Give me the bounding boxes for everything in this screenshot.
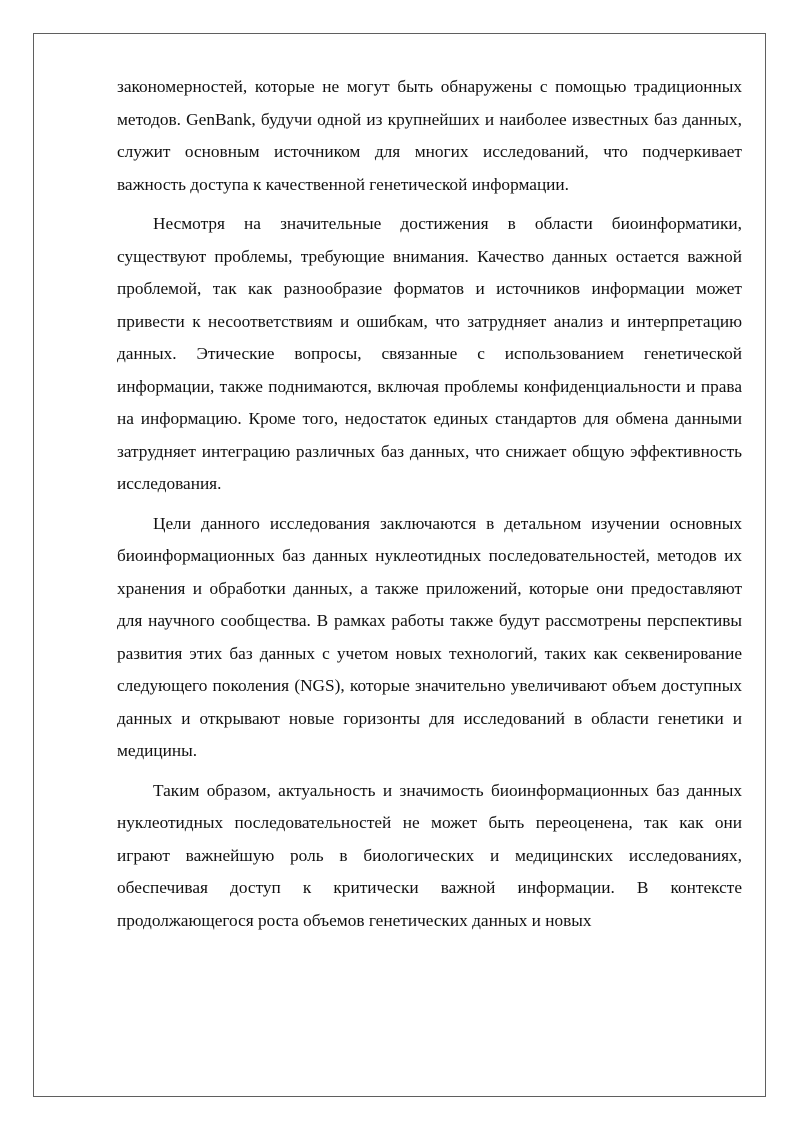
paragraph-2: Несмотря на значительные достижения в области биоинформатики, существуют проблемы, требующие внимания. Качество данных остается важной проблемой, так как разнообразие форматов и источников информации может привести к несоответствиям и ошибкам, что затрудняет анализ и интерпретацию данных. Этические вопросы, связанные с использованием генетической информации, также поднимаются, включая проблемы конфиденциальности и права на информацию. Кроме того, недостаток единых стандартов для обмена данными затрудняет интеграцию различных баз данных, что снижает общую эффективность исследования. xyxy=(117,214,742,493)
document-body xyxy=(117,71,742,944)
paragraph-3: Цели данного исследования заключаются в детальном изучении основных биоинформационных баз данных нуклеотидных последовательностей, методов их хранения и обработки данных, а также приложений, которые они предоставляют для научного сообщества. В рамках работы также будут рассмотрены перспективы развития этих баз данных с учетом новых технологий, таких как секвенирование следующего поколения (NGS), которые значительно увеличивают объем доступных данных и открывают новые горизонты для исследований в области генетики и медицины. xyxy=(117,513,742,760)
paragraph-1: закономерностей, которые не могут быть обнаружены с помощью традиционных методов. GenBank, будучи одной из крупнейших и наиболее известных баз данных, служит основным источником для многих исследований, что подчеркивает важность доступа к качественной генетической информации. xyxy=(117,77,742,194)
paragraph-4: Таким образом, актуальность и значимость биоинформационных баз данных нуклеотидных последовательностей не может быть переоценена, так как они играют важнейшую роль в биологических и медицинских исследованиях, обеспечивая доступ к критически важной информации. В контексте продолжающегося роста объемов генетических данных и новых xyxy=(117,780,742,930)
